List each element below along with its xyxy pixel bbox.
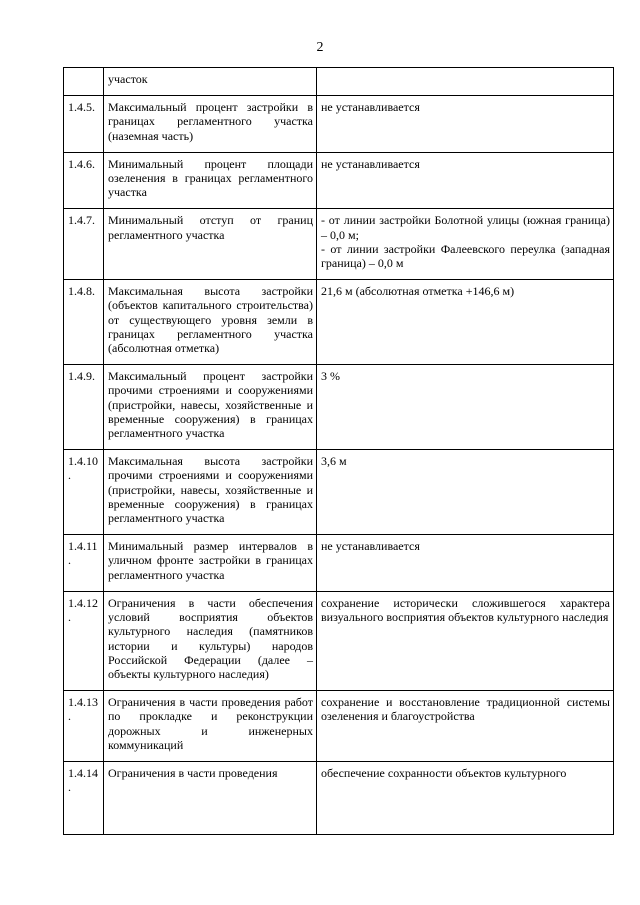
table-row	[64, 691, 614, 762]
table-row	[64, 450, 614, 535]
table-row	[64, 535, 614, 592]
parameter-name: участок	[104, 68, 317, 96]
table-row	[64, 761, 614, 834]
table-row	[64, 152, 614, 209]
parameter-name: Ограничения в части обеспечения условий восприятия объектов культурного наследия (памятников истории и культуры) народов Российской Федерации (далее – объекты культурного наследия)	[104, 591, 317, 690]
parameter-name: Минимальный процент площади озеленения в границах регламентного участка	[104, 152, 317, 209]
row-number	[64, 68, 104, 96]
value-line: 21,6 м (абсолютная отметка +146,6 м)	[321, 284, 515, 299]
value-line: обеспечение сохранности объектов культурного	[321, 765, 567, 780]
parameter-value	[317, 761, 614, 834]
row-number: 1.4.5.	[64, 96, 104, 153]
value-line: не устанавливается	[321, 100, 420, 115]
parameter-name: Минимальный размер интервалов в уличном фронте застройки в границах регламентного участка	[104, 535, 317, 592]
parameter-value	[317, 280, 614, 365]
parameter-name: Максимальный процент застройки в границах регламентного участка (наземная часть)	[104, 96, 317, 153]
row-number: 1.4.9.	[64, 365, 104, 450]
value-line: не устанавливается	[321, 539, 420, 554]
value-line: не устанавливается	[321, 156, 420, 171]
regulation-table	[63, 67, 614, 835]
value-line: сохранение исторически сложившегося характера визуального восприятия объектов культурного наследия	[321, 595, 610, 625]
row-number: 1.4.7.	[64, 209, 104, 280]
parameter-name: Минимальный отступ от границ регламентного участка	[104, 209, 317, 280]
table-row	[64, 280, 614, 365]
parameter-value	[317, 68, 614, 96]
parameter-value	[317, 96, 614, 153]
value-line: - от линии застройки Фалеевского переулка (западная граница) – 0,0 м	[321, 241, 610, 271]
table-row	[64, 209, 614, 280]
page-number: 2	[316, 40, 324, 55]
table-row	[64, 591, 614, 690]
row-number: 1.4.8.	[64, 280, 104, 365]
row-number: 1.4.14.	[64, 761, 104, 834]
value-line: 3 %	[321, 369, 340, 384]
parameter-name: Максимальный процент застройки прочими строениями и сооружениями (пристройки, навесы, хозяйственные и временные сооружения) в границах регламентного участка	[104, 365, 317, 450]
parameter-name: Ограничения в части проведения	[104, 761, 317, 834]
parameter-name: Ограничения в части проведения работ по прокладке и реконструкции дорожных и инженерных коммуникаций	[104, 691, 317, 762]
parameter-value	[317, 535, 614, 592]
row-number: 1.4.11.	[64, 535, 104, 592]
parameter-value	[317, 691, 614, 762]
table-row	[64, 96, 614, 153]
parameter-value	[317, 450, 614, 535]
row-number: 1.4.12.	[64, 591, 104, 690]
parameter-value	[317, 152, 614, 209]
row-number: 1.4.13.	[64, 691, 104, 762]
value-line: 3,6 м	[321, 454, 347, 469]
parameter-value	[317, 591, 614, 690]
table-row	[64, 68, 614, 96]
parameter-name: Максимальная высота застройки прочими строениями и сооружениями (пристройки, навесы, хозяйственные и временные сооружения) в границах регламентного участка	[104, 450, 317, 535]
value-line: - от линии застройки Болотной улицы (южная граница) – 0,0 м;	[321, 213, 610, 242]
value-line: сохранение и восстановление традиционной системы озеленения и благоустройства	[321, 695, 610, 724]
table-row	[64, 365, 614, 450]
parameter-value	[317, 365, 614, 450]
parameter-value	[317, 209, 614, 280]
row-number: 1.4.6.	[64, 152, 104, 209]
row-number: 1.4.10.	[64, 450, 104, 535]
parameter-name: Максимальная высота застройки (объектов капитального строительства) от существующего уровня земли в границах регламентного участка (абсолютная отметка)	[104, 280, 317, 365]
